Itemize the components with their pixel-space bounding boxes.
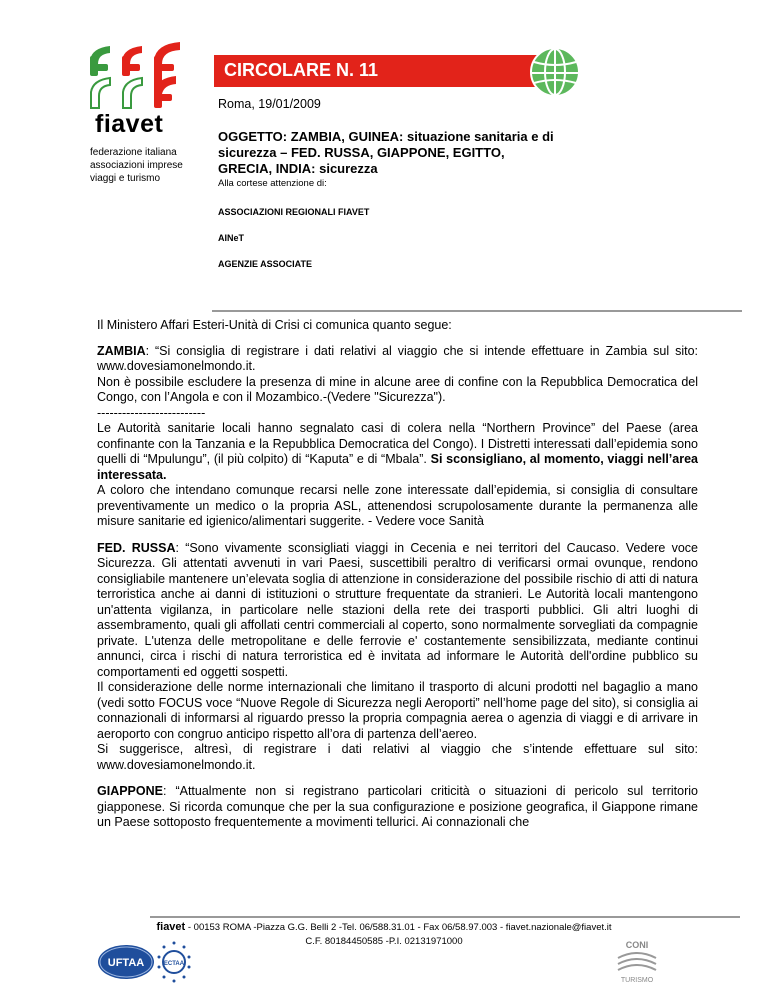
intro-paragraph: Il Ministero Affari Esteri-Unità di Crisi ci comunica quanto segue: xyxy=(97,318,452,332)
recipient-ainet: AINeT xyxy=(218,233,245,243)
zambia-text-3: Le Autorità sanitarie locali hanno segnalato casi di colera nella “Northern Province” del Paese (area confinante con la Tanzania e la Repubblica Democratica del Congo). I Distretti interessati dall’epidemia sono quelli di “Mpulungu”, (il più colpito) di “Kaputa” e di “Mbala”. xyxy=(97,421,698,466)
zambia-heading: ZAMBIA xyxy=(97,343,146,358)
footer-tax-ids: C.F. 80184450585 -P.I. 02131971000 xyxy=(305,936,463,947)
zambia-warning: Si sconsigliano, al momento, viaggi nell’area interessata. xyxy=(97,452,698,482)
footer-divider xyxy=(150,916,740,918)
document-date: Roma, 19/01/2009 xyxy=(218,97,321,111)
uftaa-ectaa-logo-icon xyxy=(96,938,200,984)
header-divider xyxy=(212,310,742,312)
footer-line-1: - 00153 ROMA -Piazza G.G. Belli 2 -Tel. 06/588.31.01 - Fax 06/58.97.003 - fiavet.nazionale@fiavet.it xyxy=(185,922,612,933)
zambia-divider: -------------------------- xyxy=(97,405,206,420)
logo-wordmark: fiavet xyxy=(95,110,164,138)
zambia-text-4: A coloro che intendano comunque recarsi nelle zone interessate dall’epidemia, si consiglia di consultare preventivamente un medico o la propria ASL, attenendosi scrupolosamente durante la permanenza alle misure sanitarie ed igienico/alimentari suggerite. - Vedere voce Sanità xyxy=(97,483,698,528)
russia-text-2: Il considerazione delle norme internazionali che limitano il trasporto di alcuni prodotti nel bagaglio a mano (vedi sotto FOCUS voce “Nuove Regole di Sicurezza negli Aeroporti” nell’home page del sito), si consiglia ai connazionali di informarsi al riguardo presso la propria compagnia aerea o agenzia di viaggi e di arrivare in aeroporto con congruo anticipo rispetto all’ora di partenza dell’aereo. xyxy=(97,680,698,741)
japan-text-1: : “Attualmente non si registrano particolari criticità o situazioni di pericolo sul territorio giapponese. Si ricorda comunque che per la sua configurazione e posizione geografica, il Giappone rimane un Paese sottoposto frequentemente a movimenti tellurici. Ai connazionali che xyxy=(97,784,698,829)
fiavet-logo-icon xyxy=(88,42,182,110)
uftaa-text: UFTAA xyxy=(107,957,145,969)
russia-section xyxy=(97,541,698,774)
coni-turismo-logo-icon xyxy=(610,938,665,984)
russia-heading: FED. RUSSA xyxy=(97,540,176,555)
logo-subtitle: federazione italiana associazioni imprese viaggi e turismo xyxy=(90,147,183,184)
japan-section xyxy=(97,784,698,831)
ectaa-text: ECTAA xyxy=(163,961,185,967)
footer-address xyxy=(0,921,768,933)
coni-text: CONI xyxy=(625,940,649,950)
japan-heading: GIAPPONE xyxy=(97,784,163,798)
russia-text-1: : “Sono vivamente sconsigliati viaggi in Cecenia e nei territori del Caucaso. Vedere voce Sicurezza. Gli attentati avvenuti in vari Paesi, suscettibili peraltro di verificarsi ormai ovunque, rendono consigliabile mantenere un’elevata soglia di attenzione in considerazione del possibile rischio di atti di natura terroristica anche ai danni di istituzioni o strutture frequentate da stranieri. Le Autorità locali mantengono un'attenta vigilanza, in particolare nelle stazioni della rete dei trasporti pubblici. Gli altri luoghi di assembramento, quali gli affollati centri commerciali al coperto, sono normalmente sorvegliati da compagnie private. L'utenza delle metropolitane e delle ferrovie e' costantemente sensibilizzata, mediante continui annunci, circa i rischi di natura terroristica ed è invitata ad informare le Autorità dell'ordine pubblico su comportamenti ed oggetti sospetti. xyxy=(97,540,698,679)
footer-brand: fiavet xyxy=(156,921,186,933)
turismo-text: TURISMO xyxy=(620,977,654,984)
recipient-regional: ASSOCIAZIONI REGIONALI FIAVET xyxy=(218,207,370,217)
attention-label: Alla cortese attenzione di: xyxy=(218,178,327,189)
circular-title: CIRCOLARE N. 11 xyxy=(224,60,379,80)
zambia-section xyxy=(97,344,698,530)
zambia-text-1: : “Si consiglia di registrare i dati relativi al viaggio che si intende effettuare in Zambia sul sito: www.dovesiamonelmondo.it. xyxy=(97,343,698,373)
document-body xyxy=(97,318,698,842)
recipient-agencies: AGENZIE ASSOCIATE xyxy=(218,259,313,269)
globe-icon xyxy=(529,46,581,98)
zambia-text-2: Non è possibile escludere la presenza di mine in alcune aree di confine con la Repubblica Democratica del Congo, con l’Angola e con il Mozambico.-(Vedere "Sicurezza"). xyxy=(97,374,698,404)
russia-text-3: Si suggerisce, altresì, di registrare i dati relativi al viaggio che s’intende effettuare sul sito: www.dovesiamonelmondo.it. xyxy=(97,742,698,772)
document-subject: OGGETTO: ZAMBIA, GUINEA: situazione sanitaria e di sicurezza – FED. RUSSA, GIAPPONE, EGITTO, GRECIA, INDIA: sicurezza xyxy=(218,129,554,176)
